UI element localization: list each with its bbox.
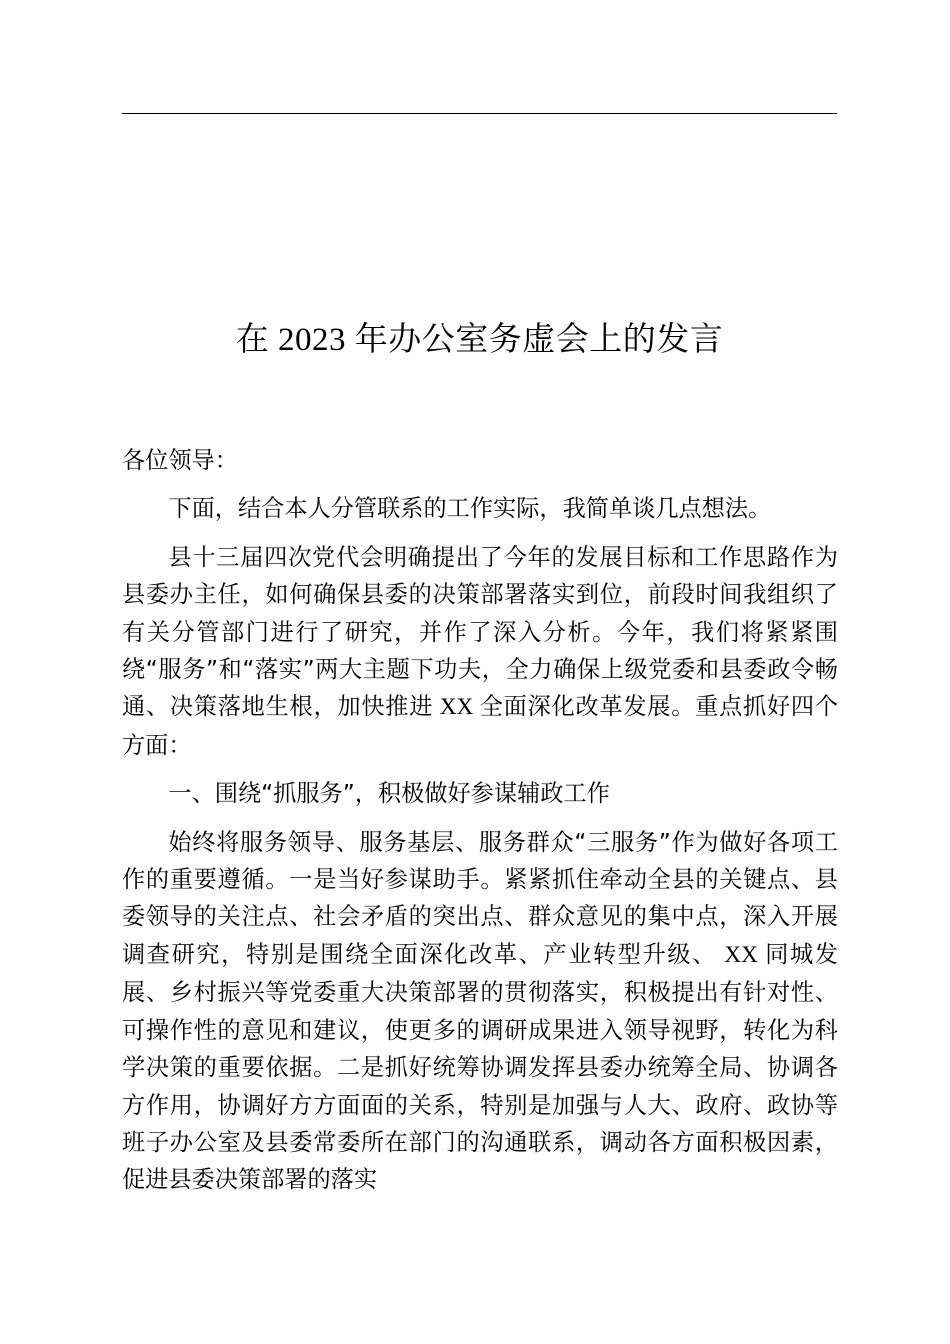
document-title: 在 2023 年办公室务虚会上的发言 [235,319,724,358]
latin-text: 2023 [269,322,355,358]
header-rule [122,113,837,114]
paragraph-intro: 下面，结合本人分管联系的工作实际，我简单谈几点想法。 [168,495,772,523]
paragraph-section-1: 始终将服务领导、服务基层、服务群众“三服务”作为做好各项工作的重要遵循。一是当好参谋助手。紧紧抓住牵动全县的关键点、县委领导的关注点、社会矛盾的突出点、群众意见的集中点，深入开展调查研究，特别是围绕全面深化改革、产业转型升级、 XX 同城发展、乡村振兴等党委重大决策部署的贯彻落实，积极提出有针对性、可操作性的意见和建议，使更多的调研成果进入领导视野，转化为科学决策的重要依据。二是抓好统筹协调发挥县委办统筹全局、协调各方作用，协调好方方面面的关系，特别是加强与人大、政府、政协等班子办公室及县委常委所在部门的沟通联系，调动各方面积极因素，促进县委决策部署的落实 [122,828,838,1194]
latin-text: XX [433,694,480,721]
section-heading-1: 一、围绕“抓服务”，积极做好参谋辅政工作 [168,780,610,808]
latin-text: XX [716,941,766,968]
salutation: 各位领导： [122,447,238,474]
paragraph-overview: 县十三届四次党代会明确提出了今年的发展目标和工作思路作为县委办主任，如何确保县委的决策部署落实到位，前段时间我组织了有关分管部门进行了研究，并作了深入分析。今年，我们将紧紧围绕“服务”和“落实”两大主题下功夫，全力确保上级党委和县委政令畅通、决策落地生根，加快推进 XX 全面深化改革发展。重点抓好四个方面： [122,543,839,759]
document-body [122,442,838,1210]
